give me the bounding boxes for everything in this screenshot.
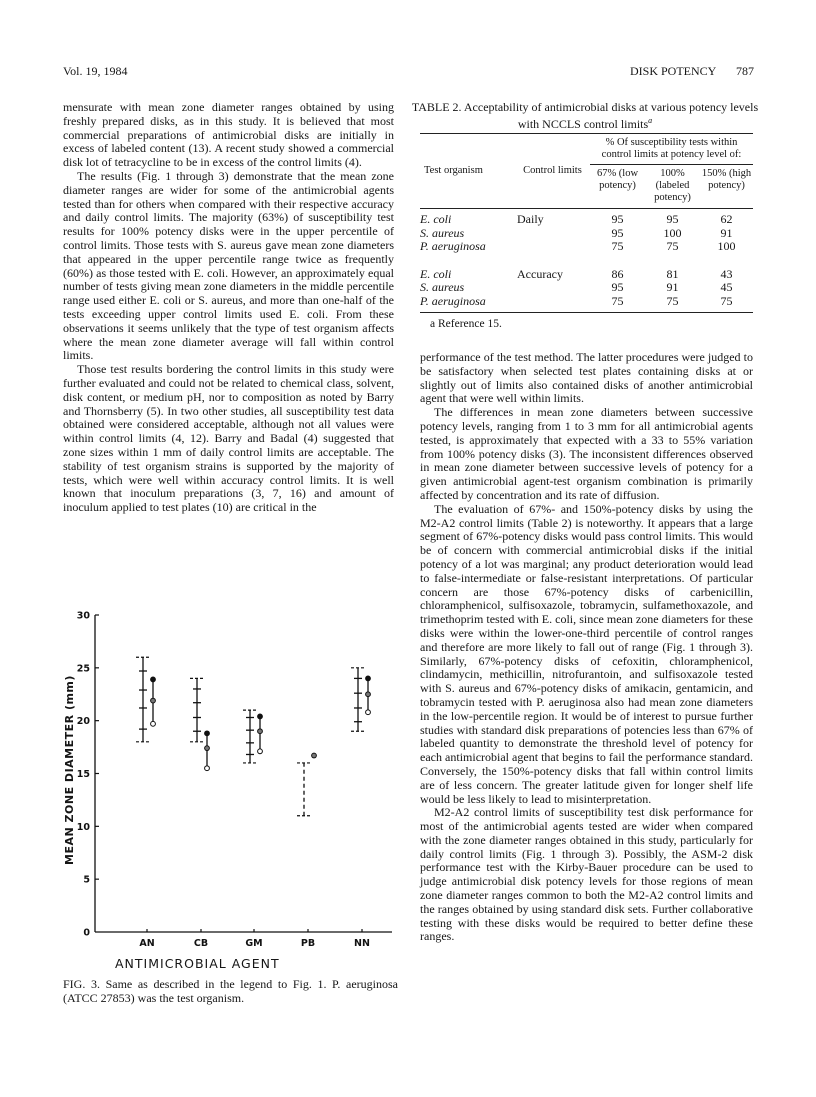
mean-zone-point — [151, 698, 156, 703]
table-row — [420, 227, 753, 241]
header-control-limits: Control limits — [523, 164, 582, 176]
mean-zone-point — [205, 746, 210, 751]
table-row — [420, 295, 753, 309]
y-tick-label: 15 — [76, 769, 90, 780]
mean-zone-point — [312, 753, 317, 758]
value-cell: 100 — [663, 225, 682, 240]
paragraph: mensurate with mean zone diameter ranges obtained by using freshly prepared disks, as in this study. It is believed that most commercial preparations of antimicrobial disks are initially in excess of labeled content (13). A recent study showed a commercial disk lot of tetracycline to be in excess of the control limits (4). — [63, 100, 394, 170]
mean-zone-point — [151, 677, 156, 682]
y-tick-label: 30 — [76, 610, 90, 622]
paragraph: M2-A2 control limits of susceptibility test disk performance for most of the antimicrobial agents tested are wider when compared with the zone diameter ranges obtained in this study, particularly for daily control limits (Fig. 1 through 3). Possibly, the ASM-2 disk performance test with the Kirby-Bauer procedure can be used to judge antimicrobial disk potency levels for those regions of mean zone diameter ranges common to both the M2-A2 control limits and the ranges obtained by using standard disk sets. Further collaborative testing with these disks would be required to better define these ranges. — [420, 805, 753, 944]
value-cell: 95 — [611, 225, 624, 240]
organism-cell: P. aeruginosa — [420, 293, 486, 308]
mean-zone-point — [258, 749, 263, 754]
header-potency-row — [590, 164, 753, 204]
value-cell: 43 — [720, 266, 733, 281]
value-cell: 95 — [666, 212, 679, 226]
running-title: DISK POTENCY — [630, 64, 717, 78]
paragraph: Those test results bordering the control limits in this study were further evaluated and could not be related to chemical class, solvent, disk content, or medium pH, nor to composition as noted by Barry and Thornsberry (5). In two other studies, all susceptibility test data obtained were considered acceptable, although not all values were within control limits (4, 12). Barry and Badal (4) suggested that zone sizes within 1 mm of daily control limits are acceptable. The stability of test organism strains is supported by the majority of tests, which were well within accuracy control limits. It is well known that inoculum preparations (3, 7, 16) and amount of inoculum applied to test plates (10) are critical in the — [63, 362, 394, 515]
value-cell: 75 — [611, 293, 624, 308]
y-tick-label: 0 — [83, 927, 90, 939]
control-limits-cell: Accuracy — [517, 266, 563, 281]
table-2 — [420, 133, 753, 330]
value-cell: 91 — [666, 280, 679, 294]
value-cell: 62 — [720, 212, 733, 226]
mean-zone-point — [366, 710, 371, 715]
y-tick-label: 5 — [83, 874, 90, 886]
value-cell: 75 — [666, 293, 679, 308]
paragraph: The evaluation of 67%- and 150%-potency disks by using the M2-A2 control limits (Table 2) is noteworthy. It appears that a large segment of 67%-potency disks would pass control limits. This would be of concern with commercial antimicrobial disks if the initial potency of a lot was marginal; any product deterioration would lead to false-intermediate or false-resistant interpretations. Of particular concern are those 67%-potency disks of carbenicillin, chloramphenicol, sulfisoxazole, tobramycin, sulfamethoxazole, and trimethoprim tested with E. coli, since mean zone diameters for these disks were within the lower-one-third percentile of control ranges and therefore are more likely to fall out of range (Fig. 1 through 3). Similarly, 67%-potency disks of cefoxitin, chloramphenicol, clindamycin, methicillin, nitrofurantoin, and sulfisoxazole tested with S. aureus and 67%-potency disks of amikacin, gentamicin, and tobramycin tested with P. aeruginosa also had mean zone diameters in the low-percentile region. It would be of interest to pursue further studies with standard disk preparations of potencies less than 67% of labeled quantity to demonstrate the threshold level of potency for each antimicrobial agent that begins to fail the performance standard. Conversely, the 150%-potency disks that fall within control limits are of less concern. The greater latitude given for longer shelf life would be less likely to lead to misinterpretation. — [420, 501, 753, 806]
table-header — [420, 134, 753, 208]
value-cell: 100 — [717, 239, 736, 253]
header-potency-67: 67% (low potency) — [596, 168, 639, 191]
x-tick-label: PB — [300, 938, 316, 949]
value-cell: 91 — [720, 225, 733, 240]
header-test-organism: Test organism — [424, 164, 483, 176]
value-cell: 45 — [720, 280, 733, 294]
control-limits-cell: Daily — [517, 212, 544, 226]
right-column — [420, 351, 753, 944]
x-tick-label: AN — [139, 938, 155, 949]
mean-zone-point — [205, 731, 210, 736]
table-group — [420, 213, 753, 254]
table-row — [420, 281, 753, 295]
footnote-mark: a — [648, 116, 653, 125]
x-tick-label: CB — [193, 938, 209, 949]
organism-cell: E. coli — [420, 212, 452, 226]
figure-caption: FIG. 3. Same as described in the legend to Fig. 1. P. aeruginosa (ATCC 27853) was the test organism. — [63, 977, 398, 1005]
y-tick-label: 25 — [76, 663, 90, 675]
paragraph: performance of the test method. The latter procedures were judged to be satisfactory when selected test plates containing disks at or slightly out of limits also contained disks of another antimicrobial agent that were well within limits. — [420, 350, 753, 406]
paragraph: The results (Fig. 1 through 3) demonstrate that the mean zone diameter ranges are wider for some of the antimicrobial agents tested than for others when compared with their respective accuracy and daily control limits. The majority (63%) of susceptibility test results for 100% potency disks were in the upper percentile of control limits. Those tests with S. aureus gave mean zone diameters that appeared in the upper percentile range twice as frequently (60%) as those tested with E. coli. However, an approximately equal number of tests giving mean zone diameters in the middle percentile range used either E. coli or S. aureus, and more than one-half of the tests exceeding upper control limits used E. coli. From these observations it seems unlikely that the type of test organism affects where the mean zone diameter average will fall within control limits. — [63, 168, 394, 363]
y-tick-label: 20 — [76, 716, 90, 728]
table-group — [420, 268, 753, 309]
header-potency-100: 100% (labeled potency) — [654, 168, 691, 203]
organism-cell: S. aureus — [420, 280, 465, 294]
value-cell: 81 — [666, 266, 679, 281]
table-footnote: a Reference 15. — [430, 318, 502, 330]
value-cell: 95 — [611, 212, 624, 226]
value-cell: 95 — [611, 280, 624, 294]
paragraph: The differences in mean zone diameters between successive potency levels, ranging from 1 to 3 mm for all antimicrobial agents tested, is approximately that expected with a 33 to 55% variation from 100% potency disks (3). The inconsistent differences observed in mean zone diameter between successive levels of potency for a given antimicrobial agent-test organism combination is primarily affected by concentration and its rate of diffusion. — [420, 405, 753, 502]
x-axis-title: ANTIMICROBIAL AGENT — [115, 956, 280, 971]
header-group-container — [590, 137, 753, 204]
table-row — [420, 268, 753, 282]
value-cell: 75 — [666, 239, 679, 253]
organism-cell: P. aeruginosa — [420, 239, 486, 253]
left-column — [63, 101, 394, 515]
header-group: % Of susceptibility tests within control limits at potency level of: — [601, 137, 742, 160]
table-title — [410, 100, 760, 131]
volume-label: Vol. 19, 1984 — [63, 64, 128, 78]
mean-zone-point — [366, 676, 371, 681]
value-cell: 75 — [611, 239, 624, 253]
y-tick-label: 10 — [76, 821, 90, 833]
organism-cell: S. aureus — [420, 225, 465, 240]
table-title-text: TABLE 2. Acceptability of antimicrobial disks at various potency levels with NCCLS control limits — [411, 100, 759, 131]
organism-cell: E. coli — [420, 266, 452, 281]
mean-zone-point — [258, 729, 263, 734]
header-potency-150: 150% (high potency) — [701, 168, 752, 191]
x-tick-label: GM — [245, 938, 263, 949]
mean-zone-point — [151, 721, 156, 726]
page-number: 787 — [736, 64, 754, 78]
y-axis-title: MEAN ZONE DIAMETER (mm) — [63, 675, 76, 865]
table-row — [420, 240, 753, 254]
table-row — [420, 213, 753, 227]
mean-zone-point — [366, 692, 371, 697]
value-cell: 75 — [720, 293, 733, 308]
value-cell: 86 — [611, 266, 624, 281]
x-tick-label: NN — [354, 938, 370, 949]
mean-zone-point — [205, 766, 210, 771]
mean-zone-point — [258, 714, 263, 719]
